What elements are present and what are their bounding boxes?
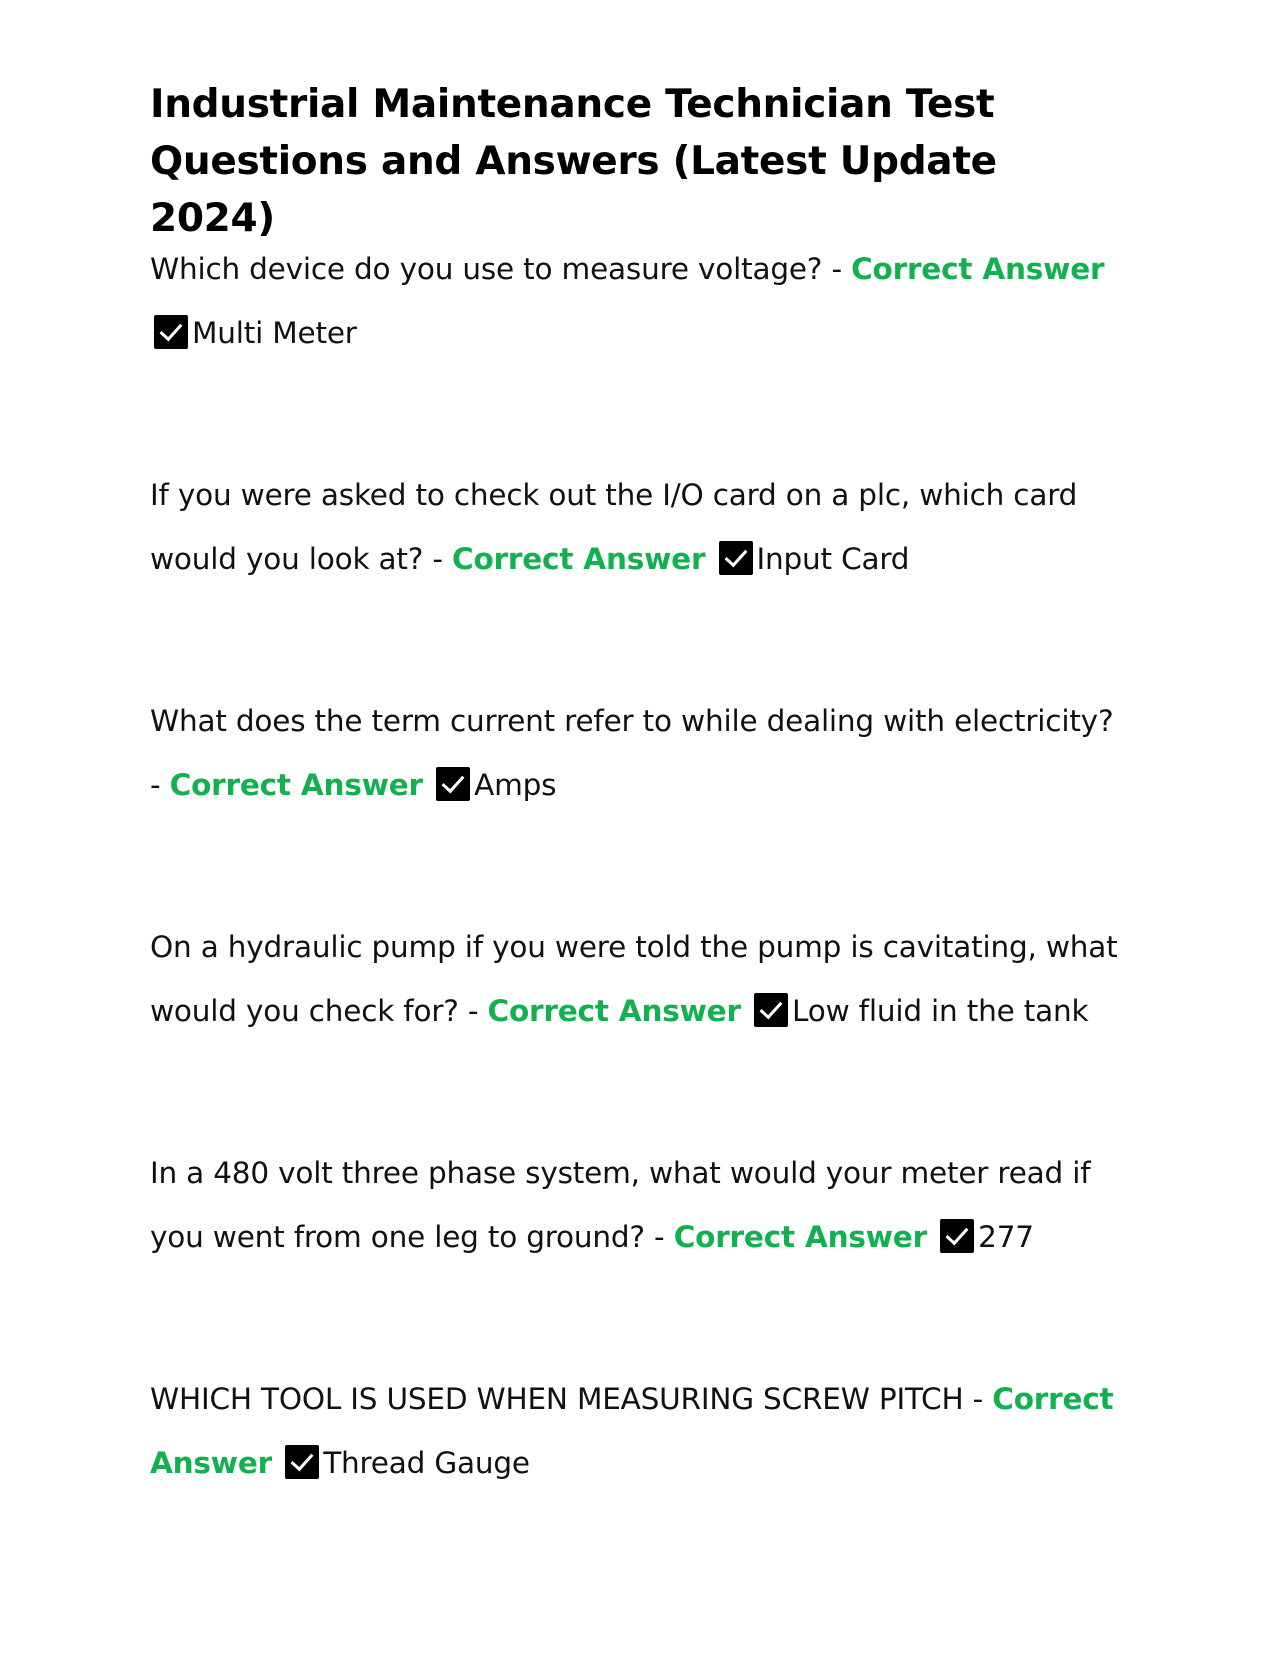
qa-item-6 xyxy=(150,1367,1130,1495)
question-text: If you were asked to check out the I/O card on a plc, which card would you look at? xyxy=(150,478,1078,576)
qa-item-4 xyxy=(150,915,1130,1043)
correct-answer-label: Correct Answer xyxy=(169,768,423,802)
checkbox-checked-icon xyxy=(754,993,788,1027)
question-text: Which device do you use to measure voltage? xyxy=(150,252,823,286)
correct-answer-label: Correct Answer xyxy=(673,1220,927,1254)
checkbox-checked-icon xyxy=(285,1445,319,1479)
answer-text: Amps xyxy=(474,768,557,802)
qa-item-2 xyxy=(150,463,1130,591)
separator: - xyxy=(822,252,852,286)
checkbox-checked-icon xyxy=(940,1219,974,1253)
correct-answer-label: Correct Answer xyxy=(487,994,741,1028)
checkbox-checked-icon xyxy=(436,767,470,801)
checkbox-checked-icon xyxy=(154,315,188,349)
correct-answer-label: Correct Answer xyxy=(452,542,706,576)
qa-item-1 xyxy=(150,237,1130,365)
separator: - xyxy=(458,994,488,1028)
answer-text: Multi Meter xyxy=(192,316,357,350)
question-text: WHICH TOOL IS USED WHEN MEASURING SCREW PITCH xyxy=(150,1382,964,1416)
qa-item-3 xyxy=(150,689,1130,817)
qa-item-5 xyxy=(150,1141,1130,1269)
answer-text: Input Card xyxy=(756,542,910,576)
separator: - xyxy=(423,542,453,576)
correct-answer-label: Correct Answer xyxy=(150,1382,1114,1480)
separator: - xyxy=(150,768,170,802)
answer-text: 277 xyxy=(978,1220,1034,1254)
question-text: What does the term current refer to while dealing with electricity? xyxy=(150,704,1114,738)
separator: - xyxy=(644,1220,674,1254)
checkbox-checked-icon xyxy=(719,541,753,575)
document-title: Industrial Maintenance Technician Test Questions and Answers (Latest Update 2024) xyxy=(150,82,997,241)
answer-text: Low fluid in the tank xyxy=(792,994,1089,1028)
question-text: In a 480 volt three phase system, what would your meter read if you went from one leg to ground? xyxy=(150,1156,1091,1254)
correct-answer-label: Correct Answer xyxy=(851,252,1105,286)
answer-text: Thread Gauge xyxy=(323,1446,530,1480)
separator: - xyxy=(963,1382,993,1416)
document-page xyxy=(150,76,1130,1495)
question-text: On a hydraulic pump if you were told the pump is cavitating, what would you check for? xyxy=(150,930,1118,1028)
